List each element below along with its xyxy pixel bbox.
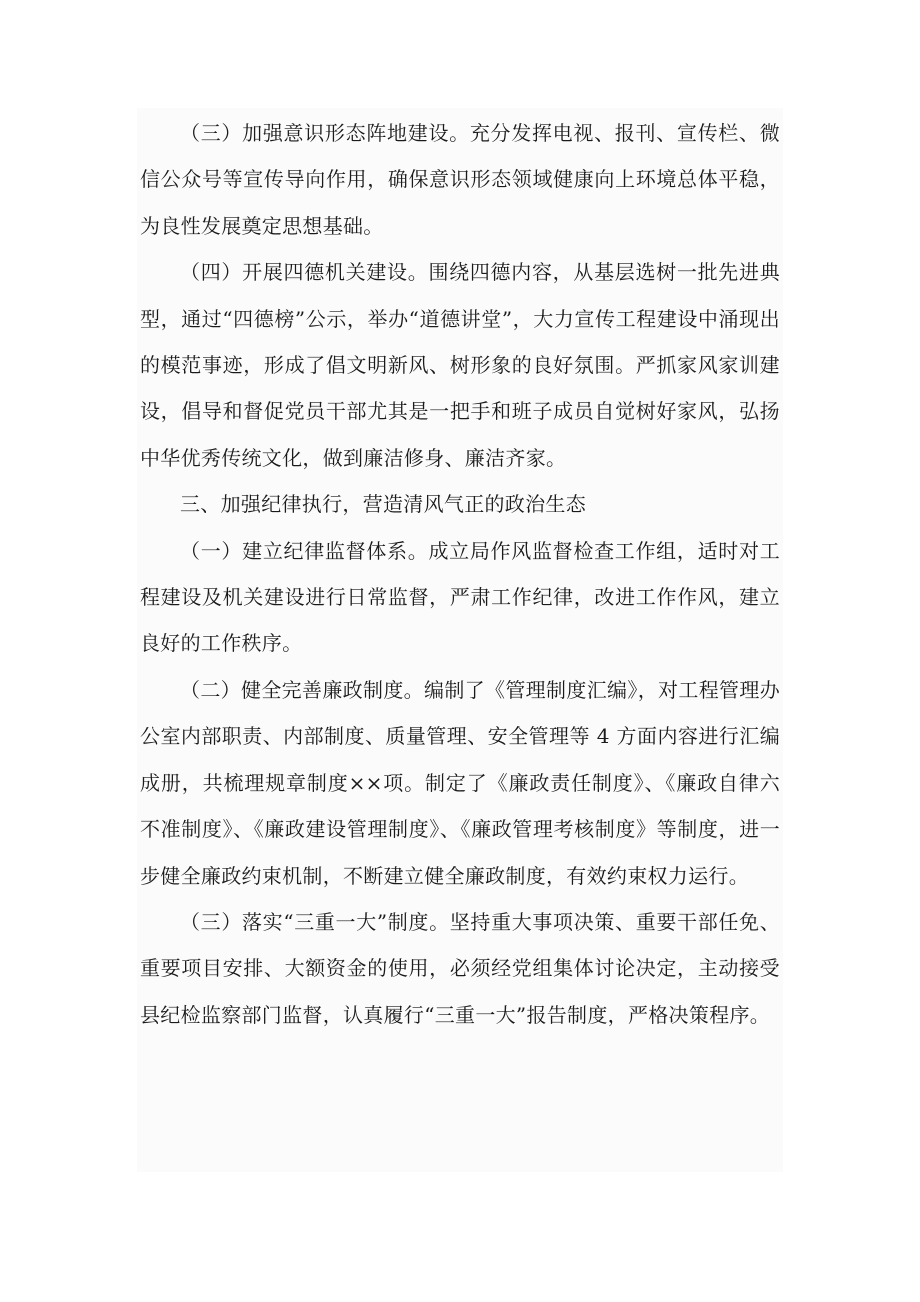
paragraph-four-virtues: （四）开展四德机关建设。围绕四德内容，从基层选树一批先进典型，通过“四德榜”公示，举办“道德讲堂”，大力宣传工程建设中涌现出的模范事迹，形成了倡文明新风、树形象的良好氛围。严抓家风家训建设，倡导和督促党员干部尤其是一把手和班子成员自觉树好家风，弘扬中华优秀传统文化，做到廉洁修身、廉洁齐家。	[140, 260, 780, 470]
section-heading-discipline: 三、加强纪律执行，营造清风气正的政治生态	[180, 492, 586, 517]
paragraph-supervision-system: （一）建立纪律监督体系。成立局作风监督检查工作组，适时对工程建设及机关建设进行日常监督，严肃工作纪律，改进工作作风，建立良好的工作秩序。	[140, 538, 780, 656]
document-body	[140, 110, 780, 1038]
paragraph-three-important-one-large: （三）落实“三重一大”制度。坚持重大事项决策、重要干部任免、重要项目安排、大额资金的使用，必须经党组集体讨论决定，主动接受县纪检监察部门监督，认真履行“三重一大”报告制度，严格决策程序。	[140, 909, 780, 1027]
paragraph-ideology-platform: （三）加强意识形态阵地建设。充分发挥电视、报刊、宣传栏、微信公众号等宣传导向作用，确保意识形态领域健康向上环境总体平稳，为良性发展奠定思想基础。	[140, 121, 780, 238]
paragraph-integrity-rules: （二）健全完善廉政制度。编制了《管理制度汇编》，对工程管理办公室内部职责、内部制度、质量管理、安全管理等 4 方面内容进行汇编成册，共梳理规章制度××项。制定了《廉政责任制度》、《廉政自律六不准制度》、《廉政建设管理制度》、《廉政管理考核制度》等制度，进一步健全廉政约束机制，不断建立健全廉政制度，有效约束权力运行。	[140, 677, 780, 888]
